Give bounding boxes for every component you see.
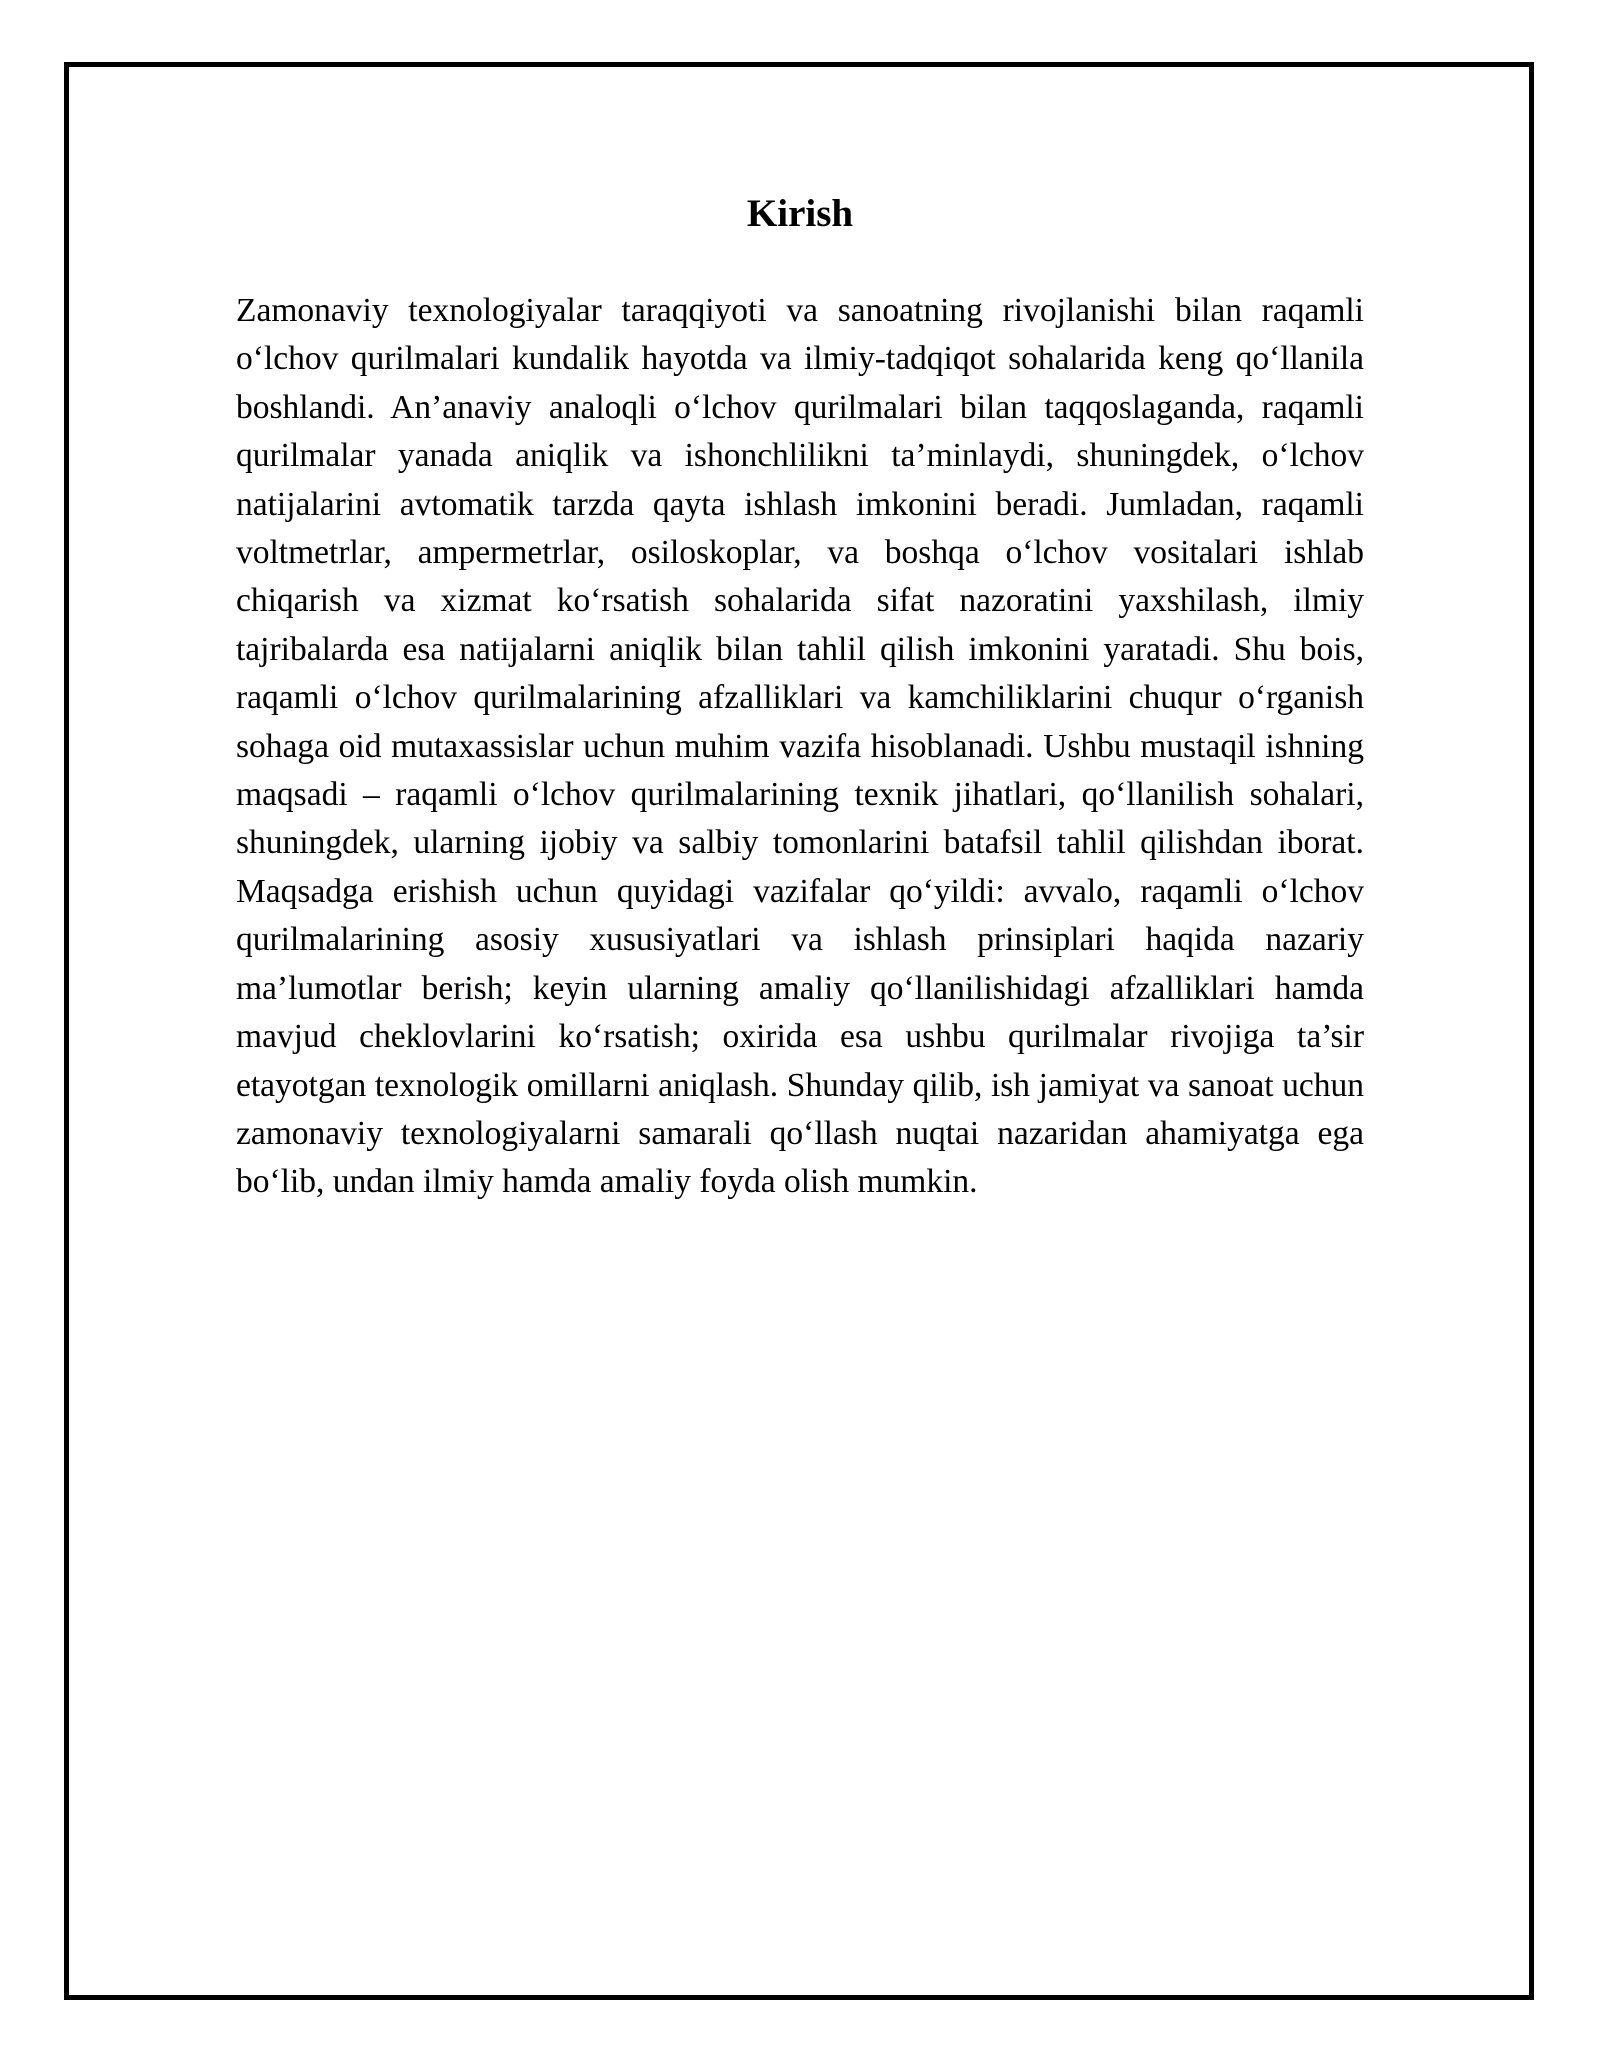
body-paragraph: Zamonaviy texnologiyalar taraqqiyoti va sanoatning rivojlanishi bilan raqamli o‘lchov qurilmalari kundalik hayotda va ilmiy-tadqiqot sohalarida keng qo‘llanila boshlandi. An’anaviy analoqli o‘lchov qurilmalari bilan taqqoslaganda, raqamli qurilmalar yanada aniqlik va ishonchlilikni ta’minlaydi, shuningdek, o‘lchov natijalarini avtomatik tarzda qayta ishlash imkonini beradi. Jumladan, raqamli voltmetrlar, ampermetrlar, osiloskoplar, va boshqa o‘lchov vositalari ishlab chiqarish va xizmat ko‘rsatish sohalarida sifat nazoratini yaxshilash, ilmiy tajribalarda esa natijalarni aniqlik bilan tahlil qilish imkonini yaratadi. Shu bois, raqamli o‘lchov qurilmalarining afzalliklari va kamchiliklarini chuqur o‘rganish sohaga oid mutaxassislar uchun muhim vazifa hisoblanadi. Ushbu mustaqil ishning maqsadi – raqamli o‘lchov qurilmalarining texnik jihatlari, qo‘llanilish sohalari, shuningdek, ularning ijobiy va salbiy tomonlarini batafsil tahlil qilishdan iborat. Maqsadga erishish uchun quyidagi vazifalar qo‘yildi: avvalo, raqamli o‘lchov qurilmalarining asosiy xususiyatlari va ishlash prinsiplari haqida nazariy ma’lumotlar berish; keyin ularning amaliy qo‘llanilishidagi afzalliklari hamda mavjud cheklovlarini ko‘rsatish; oxirida esa ushbu qurilmalar rivojiga ta’sir etayotgan texnologik omillarni aniqlash. Shunday qilib, ish jamiyat va sanoat uchun zamonaviy texnologiyalarni samarali qo‘llash nuqtai nazaridan ahamiyatga ega bo‘lib, undan ilmiy hamda amaliy foyda olish mumkin.: [236, 292, 1364, 1201]
page-title: Kirish: [746, 192, 854, 235]
